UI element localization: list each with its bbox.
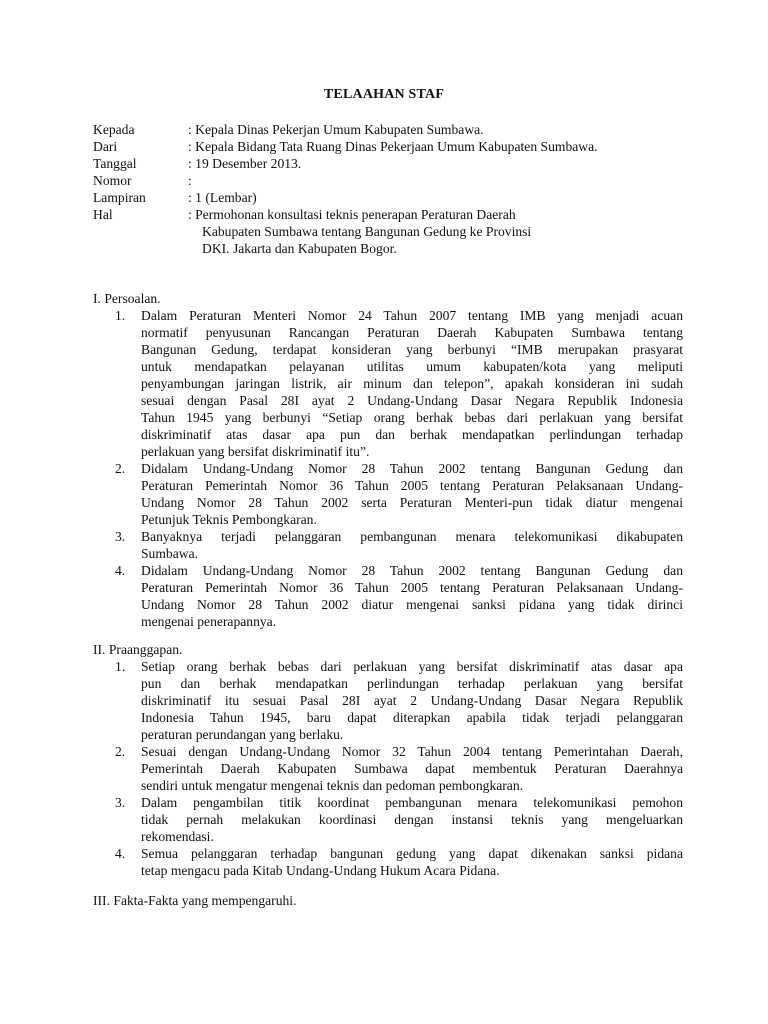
list-item-line: Didalam Undang-Undang Nomor 28 Tahun 2002 tentang Bangunan Gedung dan — [141, 563, 683, 578]
document-title: TELAAHAN STAF — [323, 87, 445, 102]
section-praanggapan — [93, 641, 683, 879]
header-row-kepada — [93, 121, 693, 138]
list-item — [93, 562, 683, 630]
list-item-line: Indonesia Tahun 1945, baru dapat diterapkan apabila tidak terjadi pelanggaran — [141, 710, 683, 725]
header-label: Lampiran — [93, 190, 146, 205]
list-item-line: sesuai dengan Pasal 28I ayat 2 Undang-Undang Dasar Negara Republik Indonesia — [141, 393, 683, 408]
list-item-line: tidak pernah melakukan koordinasi dengan instansi teknis yang mengeluarkan — [141, 812, 683, 827]
list-item-line: Tahun 1945 yang berbunyi “Setiap orang berhak bebas dari perlakuan yang bersifat — [141, 410, 683, 425]
header-value: : — [188, 173, 192, 188]
list-item-line: Dalam pengambilan titik koordinat pembangunan menara telekomunikasi pemohon — [141, 795, 683, 810]
list-item-line: Undang Nomor 28 Tahun 2002 diatur mengenai sanksi pidana yang tidak dirinci — [141, 597, 683, 612]
header-row-dari — [93, 138, 693, 155]
header-label: Kepada — [93, 122, 135, 137]
list-item-line: mengenai penerapannya. — [141, 614, 277, 629]
header-label: Dari — [93, 139, 118, 154]
list-item-line: Peraturan Pemerintah Nomor 36 Tahun 2005 tentang Peraturan Pelaksanaan Undang- — [141, 580, 683, 595]
header-value-line: : Permohonan konsultasi teknis penerapan Peraturan Daerah — [188, 207, 516, 222]
header-value — [188, 206, 693, 257]
list-item-line: Bangunan Gedung, terdapat konsideran yang berbunyi “IMB merupakan prasyarat — [141, 342, 683, 357]
list-item-number: 1. — [115, 659, 126, 674]
header-label: Nomor — [93, 173, 132, 188]
list-item-line: tetap mengacu pada Kitab Undang-Undang Hukum Acara Pidana. — [141, 863, 500, 878]
header-row-nomor — [93, 172, 693, 189]
header-value-line: DKI. Jakarta dan Kabupaten Bogor. — [202, 241, 397, 256]
list-item-number: 2. — [115, 461, 126, 476]
list-item-line: penyambungan jaringan listrik, air minum dan telepon”, apakah konsideran ini sudah — [141, 376, 683, 391]
list-item-line: Banyaknya terjadi pelanggaran pembangunan menara telekomunikasi dikabupaten — [141, 529, 683, 544]
section-title: II. Praanggapan. — [93, 642, 183, 657]
list-item-number: 1. — [115, 308, 126, 323]
list-item-line: Undang Nomor 28 Tahun 2002 serta Peraturan Menteri-pun tidak diatur mengenai — [141, 495, 683, 510]
section-title: I. Persoalan. — [93, 291, 161, 306]
list-item — [93, 307, 683, 460]
list-item-number: 4. — [115, 846, 126, 861]
header-label: Hal — [93, 207, 113, 222]
list-item-line: diskriminatif itu sesuai Pasal 28I ayat 2 Undang-Undang Dasar Negara Republik — [141, 693, 683, 708]
header-value-line: Kabupaten Sumbawa tentang Bangunan Gedung ke Provinsi — [202, 224, 532, 239]
list-item — [93, 743, 683, 794]
list-item — [93, 794, 683, 845]
list-item-line: Sumbawa. — [141, 546, 199, 561]
list-item-line: normatif penyusunan Rancangan Peraturan Daerah Kabupaten Sumbawa tentang — [141, 325, 683, 340]
list-item-line: untuk mendapatkan pelayanan utilitas umum kabupaten/kota yang meliputi — [141, 359, 683, 374]
memo-header — [93, 121, 693, 257]
list-item-line: pun dan berhak mendapatkan perlindungan terhadap perlakuan yang bersifat — [141, 676, 683, 691]
section-title: III. Fakta-Fakta yang mempengaruhi. — [93, 893, 297, 908]
list-item — [93, 845, 683, 879]
list-item-line: Petunjuk Teknis Pembongkaran. — [141, 512, 317, 527]
list-item-line: Semua pelanggaran terhadap bangunan gedung yang dapat dikenakan sanksi pidana — [141, 846, 683, 861]
list-item-line: sendiri untuk mengatur mengenai teknis dan pedoman pembongkaran. — [141, 778, 524, 793]
list-item-line: rekomendasi. — [141, 829, 214, 844]
header-value: : 19 Desember 2013. — [188, 156, 302, 171]
numbered-list — [93, 658, 683, 879]
list-item-line: perlakuan yang bersifat diskriminatif itu”. — [141, 444, 370, 459]
header-row-hal — [93, 206, 693, 257]
header-row-lampiran — [93, 189, 693, 206]
list-item — [93, 658, 683, 743]
list-item-line: Dalam Peraturan Menteri Nomor 24 Tahun 2007 tentang IMB yang menjadi acuan — [141, 308, 683, 323]
list-item-number: 3. — [115, 529, 126, 544]
list-item — [93, 528, 683, 562]
section-fakta — [93, 892, 683, 909]
list-item-line: peraturan perundangan yang berlaku. — [141, 727, 344, 742]
header-value: : 1 (Lembar) — [188, 190, 257, 205]
header-label: Tanggal — [93, 156, 137, 171]
header-row-tanggal — [93, 155, 693, 172]
header-value: : Kepala Dinas Pekerjan Umum Kabupaten Sumbawa. — [188, 122, 484, 137]
list-item-number: 2. — [115, 744, 126, 759]
header-value: : Kepala Bidang Tata Ruang Dinas Pekerjaan Umum Kabupaten Sumbawa. — [188, 139, 598, 154]
list-item-line: Didalam Undang-Undang Nomor 28 Tahun 2002 tentang Bangunan Gedung dan — [141, 461, 683, 476]
list-item-number: 3. — [115, 795, 126, 810]
list-item-line: Peraturan Pemerintah Nomor 36 Tahun 2005 tentang Peraturan Pelaksanaan Undang- — [141, 478, 683, 493]
section-persoalan — [93, 290, 683, 630]
list-item-line: Pemerintah Daerah Kabupaten Sumbawa dapat membentuk Peraturan Daerahnya — [141, 761, 683, 776]
list-item-line: Setiap orang berhak bebas dari perlakuan yang bersifat diskriminatif atas dasar apa — [141, 659, 683, 674]
list-item-line: diskriminatif atas dasar apa pun dan berhak mendapatkan perlindungan terhadap — [141, 427, 683, 442]
list-item — [93, 460, 683, 528]
numbered-list — [93, 307, 683, 630]
list-item-line: Sesuai dengan Undang-Undang Nomor 32 Tahun 2004 tentang Pemerintahan Daerah, — [141, 744, 683, 759]
list-item-number: 4. — [115, 563, 126, 578]
